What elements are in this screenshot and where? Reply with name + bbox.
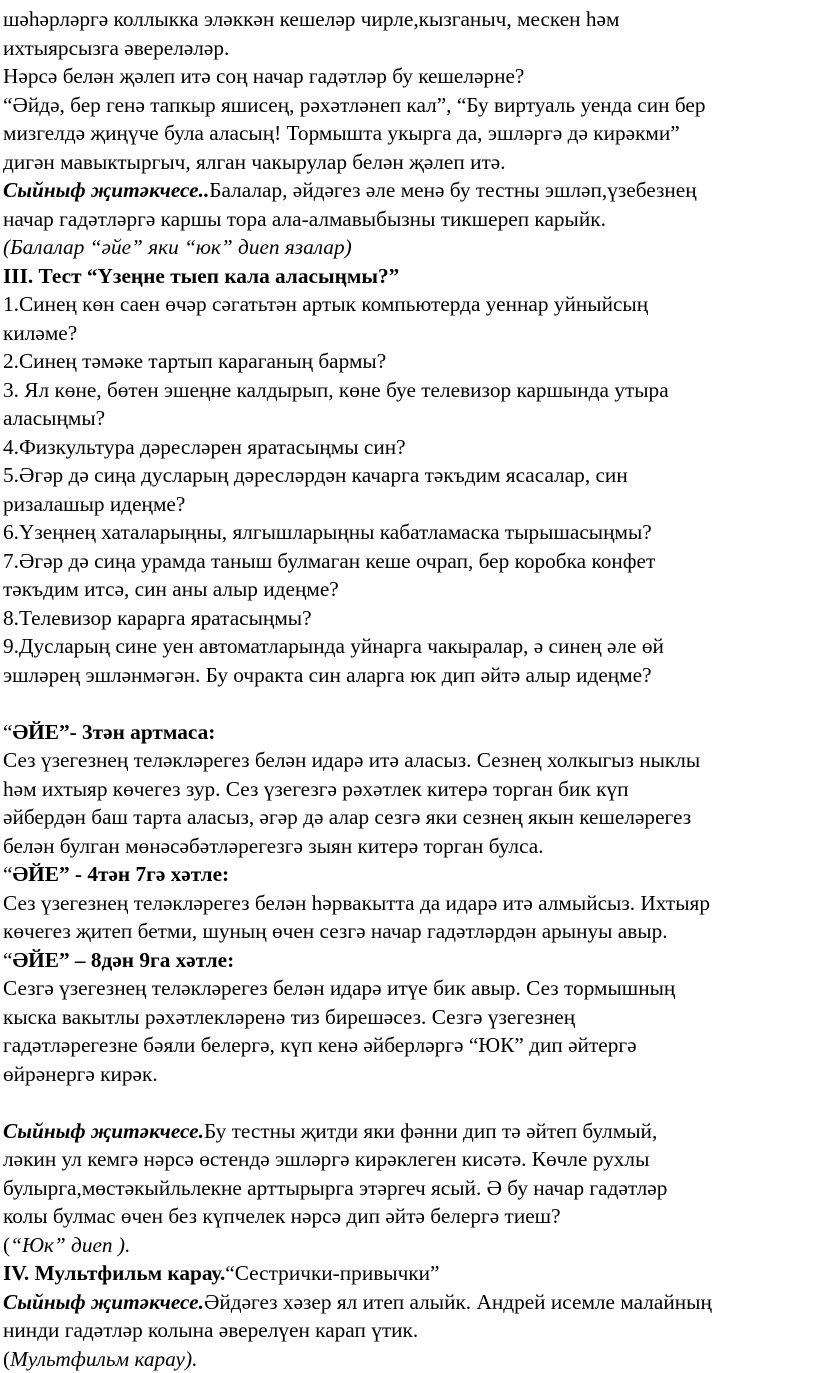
- line-text: “Сестрички-привычки”: [225, 1261, 440, 1285]
- text-line: [3, 547, 655, 575]
- line-text: “: [3, 862, 13, 886]
- line-text: шәһәрләргә коллыкка эләккән кешеләр чирле,кызганыч, мескен һәм: [3, 7, 620, 31]
- line-text: 3. Ял көне, бөтен эшеңне калдырып, көне буе телевизор каршында утыра: [3, 377, 669, 402]
- line-text: (: [3, 1232, 11, 1257]
- text-line: [3, 490, 185, 518]
- line-text: һәм ихтыяр көчегез зур. Сез үзегезгә рәхәтлек китерә торган бик күп: [3, 776, 629, 801]
- text-line: [3, 1003, 575, 1031]
- heading-text: ӘЙЕ” - 4тән 7гә хәтле:: [12, 862, 230, 886]
- line-text: аласыңмы?: [3, 406, 106, 430]
- text-line: [3, 1174, 667, 1202]
- line-text: мизгелдә җиңүче була аласың! Тормышта укырга да, эшләргә дә кирәкми”: [3, 121, 680, 145]
- text-line: [3, 1202, 561, 1230]
- text-line: [3, 347, 386, 375]
- text-line: [3, 718, 215, 746]
- text-line: [3, 860, 229, 888]
- note-text: (Балалар “әйе” яки “юк” диеп язалар): [3, 235, 352, 259]
- heading-text: IV. Мультфильм карау.: [3, 1261, 226, 1285]
- speaker-label: Сыйныф җитәкчесе.: [3, 1118, 204, 1143]
- text-line: [3, 433, 406, 461]
- line-text: 2.Синең тәмәке тартып караганың бармы?: [3, 349, 387, 373]
- line-text: булырга,мөстәкыйльлекне арттырырга этәргеч ясый. Ә бу начар гадәтләр: [3, 1175, 668, 1200]
- line-text: киләме?: [3, 320, 78, 345]
- line-text: 5.Әгәр дә сиңа дусларың дәресләрдән качарга тәкъдим ясасалар, син: [3, 463, 628, 487]
- line-text: нинди гадәтләр колына әверелүен карап үтик.: [3, 1318, 419, 1342]
- line-text: 7.Әгәр дә сиңа урамда таныш булмаган кеше очрап, бер коробка конфет: [3, 548, 656, 573]
- text-line: [3, 917, 668, 945]
- line-text: Әйдәгез хәзер ял итеп алыйк. Андрей исемле малайның: [203, 1289, 712, 1314]
- line-text: өйрәнергә кирәк.: [3, 1061, 158, 1086]
- text-line: [3, 119, 680, 147]
- heading-text: III. Тест “Үзеңне тыеп кала аласыңмы?”: [3, 263, 400, 288]
- line-text: дигән мавыктыргыч, ялган чакырулар белән җәлеп итә.: [3, 149, 506, 174]
- text-line: [3, 205, 606, 233]
- text-line: [3, 1060, 158, 1088]
- line-text: Сез үзегезнең теләкләрегез белән идарә итә аласыз. Сезнең холкыгыз ныклы: [3, 748, 701, 772]
- line-text: 6.Үзеңнең хаталарыңны, ялгышларыңны кабатламаска тырышасыңмы?: [3, 520, 652, 544]
- line-text: кыска вакытлы рәхәтлекләренә тиз бирешәсез. Сезгә үзегезнең: [3, 1004, 576, 1029]
- line-text: ләкин ул кемгә нәрсә өстендә эшләргә кирәклеген кисәтә. Көчле рухлы: [3, 1147, 650, 1171]
- text-line: [3, 91, 706, 119]
- heading-text: ӘЙЕ”- 3тән артмаса:: [12, 719, 216, 744]
- text-line: [3, 775, 628, 803]
- line-text: Нәрсә белән җәлеп итә соң начар гадәтләр бу кешеләрне?: [3, 64, 525, 88]
- text-line: [3, 575, 339, 603]
- text-line: [3, 1288, 712, 1316]
- line-text: Балалар, әйдәгез әле менә бу тестны эшләп,үзебезнең: [209, 178, 697, 202]
- line-text: 1.Синең көн саен өчәр сәгатьтән артык компьютерда уеннар уйныйсың: [3, 292, 649, 316]
- line-text: “Әйдә, бер генә тапкыр яшисең, рәхәтләнеп кал”, “Бу виртуаль уенда син бер: [3, 92, 706, 117]
- text-line: [3, 946, 234, 974]
- text-line: [3, 290, 648, 318]
- text-line: [3, 1117, 657, 1145]
- line-text: (: [3, 1346, 11, 1371]
- note-text: “Юк” диеп ).: [10, 1232, 131, 1257]
- line-text: ризалашыр идеңме?: [3, 491, 186, 516]
- text-line: [3, 148, 506, 176]
- line-text: ихтыярсызга әвереләләр.: [3, 35, 230, 60]
- note-text: Мультфильм карау).: [10, 1346, 198, 1371]
- line-text: Бу тестны җитди яки фәнни дип тә әйтеп булмый,: [203, 1118, 658, 1143]
- text-line: [3, 832, 544, 860]
- text-line: [3, 1259, 440, 1287]
- line-text: эшләрең эшләнмәгән. Бу очракта син аларга юк дип әйтә алыр идеңме?: [3, 662, 652, 687]
- speaker-label: Сыйныф җитәкчесе..: [3, 178, 210, 202]
- heading-text: ӘЙЕ” – 8дән 9га хәтле:: [12, 947, 235, 972]
- text-line: [3, 34, 229, 62]
- text-line: [3, 1145, 649, 1173]
- text-line: [3, 1231, 130, 1259]
- text-line: [3, 319, 77, 347]
- text-line: [3, 518, 652, 546]
- line-text: Сезгә үзегезнең теләкләрегез белән идарә итүе бик авыр. Сез тормышның: [3, 976, 676, 1000]
- text-line: [3, 803, 691, 831]
- line-text: 9.Дусларың сине уен автоматларында уйнарга чакыралар, ә синең әле өй: [3, 634, 664, 658]
- text-line: [3, 176, 697, 204]
- text-line: [3, 1031, 637, 1059]
- line-text: “: [3, 947, 13, 972]
- speaker-label: Сыйныф җитәкчесе.: [3, 1289, 204, 1314]
- line-text: начар гадәтләргә каршы тора ала-алмавыбызны тикшереп карыйк.: [3, 206, 606, 231]
- line-text: 8.Телевизор карарга яратасыңмы?: [3, 605, 312, 630]
- line-text: көчегез җитеп бетми, шуның өчен сезгә начар гадәтләрдән арынуы авыр.: [3, 919, 668, 943]
- text-line: [3, 1345, 197, 1373]
- text-line: [3, 604, 312, 632]
- line-text: 4.Физкультура дәресләрен яратасыңмы син?: [3, 434, 406, 459]
- text-line: [3, 376, 669, 404]
- line-text: әйбердән баш тарта аласыз, әгәр дә алар сезгә яки сезнең якын кешеләрегез: [3, 805, 692, 829]
- line-text: колы булмас өчен без күпчелек нәрсә дип әйтә белергә тиеш?: [3, 1204, 561, 1228]
- text-line: [3, 404, 105, 432]
- text-line: [3, 262, 399, 290]
- text-line: [3, 5, 619, 33]
- text-line: [3, 233, 352, 261]
- text-line: [3, 62, 524, 90]
- line-text: Сез үзегезнең теләкләрегез белән һәрвакытта да идарә итә алмыйсыз. Ихтыяр: [3, 890, 710, 915]
- text-line: [3, 889, 710, 917]
- text-line: [3, 974, 675, 1002]
- text-line: [3, 661, 652, 689]
- text-line: [3, 461, 628, 489]
- line-text: гадәтләрегезне бәяли белергә, күп кенә әйберләргә “ЮК” дип әйтергә: [3, 1033, 637, 1057]
- line-text: белән булган мөнәсәбәтләрегезгә зыян китерә торган булса.: [3, 833, 544, 858]
- text-line: [3, 746, 700, 774]
- text-line: [3, 1316, 418, 1344]
- text-line: [3, 632, 664, 660]
- line-text: тәкъдим итсә, син аны алыр идеңме?: [3, 577, 339, 601]
- line-text: “: [3, 719, 13, 744]
